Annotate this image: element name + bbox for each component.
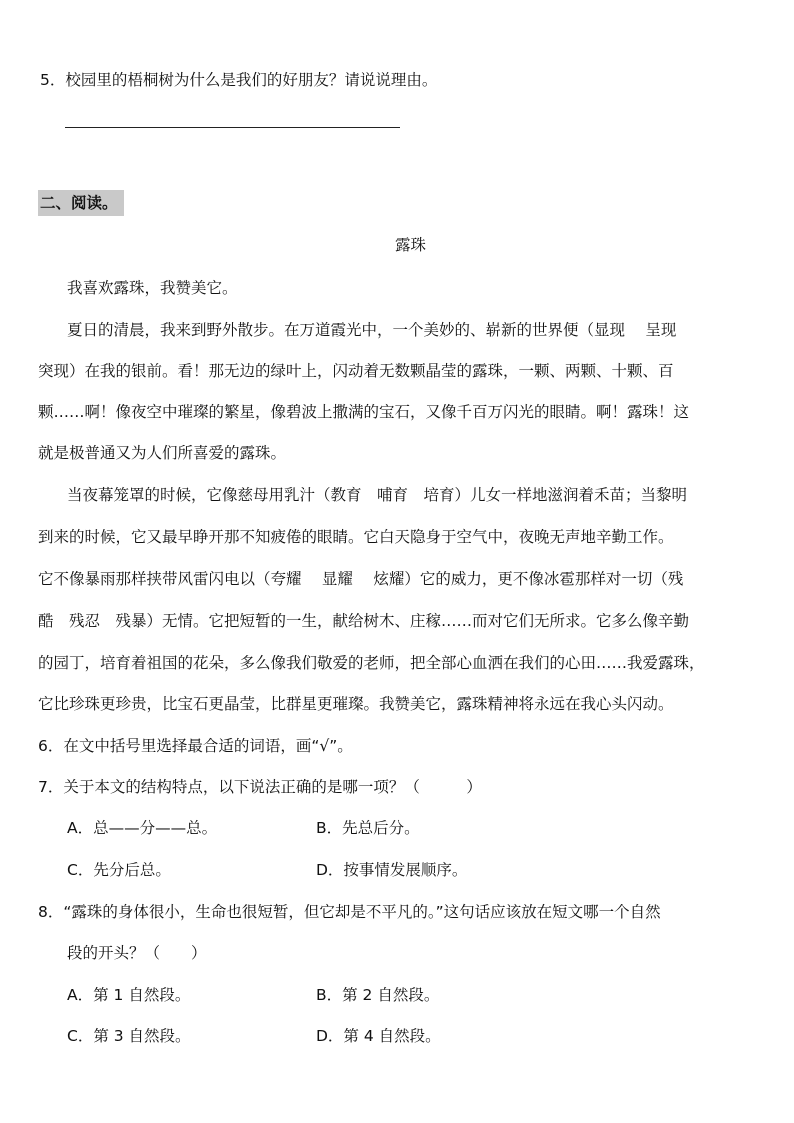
passage-title: 露珠 <box>395 236 427 254</box>
section-heading: 二、阅读。 <box>38 190 124 216</box>
question-7-option-a: A．总——分——总。 <box>67 819 218 837</box>
passage-line: 我喜欢露珠，我赞美它。 <box>67 279 238 297</box>
passage-line: 就是极普通又为人们所喜爱的露珠。 <box>38 444 287 462</box>
passage-line: 它比珍珠更珍贵，比宝石更晶莹，比群星更璀璨。我赞美它，露珠精神将永远在我心头闪动。 <box>38 695 674 713</box>
question-8-text-line-1: 8．“露珠的身体很小，生命也很短暂，但它却是不平凡的。”这句话应该放在短文哪一个自然 <box>38 903 661 921</box>
answer-line <box>65 127 400 128</box>
passage-line: 突现）在我的银前。看！那无边的绿叶上，闪动着无数颗晶莹的露珠，一颗、两颗、十颗、百 <box>38 362 674 380</box>
question-8-option-a: A．第 1 自然段。 <box>67 986 191 1004</box>
passage-line: 它不像暴雨那样挟带风雷闪电以（夸耀 显耀 炫耀）它的威力，更不像冰雹那样对一切（残 <box>38 570 684 588</box>
question-7-option-d: D．按事情发展顺序。 <box>316 861 468 879</box>
question-5-text: 5．校园里的梧桐树为什么是我们的好朋友？请说说理由。 <box>40 71 438 89</box>
passage-line: 颗……啊！像夜空中璀璨的繁星，像碧波上撒满的宝石，又像千百万闪光的眼睛。啊！露珠！这 <box>38 403 690 421</box>
question-8-text-line-2: 段的开头？（ ） <box>67 944 207 962</box>
question-7-text: 7．关于本文的结构特点，以下说法正确的是哪一项？（ ） <box>38 778 482 796</box>
passage-line: 夏日的清晨，我来到野外散步。在万道霞光中，一个美妙的、崭新的世界便（显现 呈现 <box>67 321 677 339</box>
question-7-option-c: C．先分后总。 <box>67 861 171 879</box>
question-7-option-b: B．先总后分。 <box>316 819 420 837</box>
passage-line: 酷 残忍 残暴）无情。它把短暂的一生，献给树木、庄稼……而对它们无所求。它多么像辛勤 <box>38 612 690 630</box>
passage-line: 到来的时候，它又最早睁开那不知疲倦的眼睛。它白天隐身于空气中，夜晚无声地辛勤工作。 <box>38 528 674 546</box>
passage-line: 当夜幕笼罩的时候，它像慈母用乳汁（教育 哺育 培育）儿女一样地滋润着禾苗；当黎明 <box>67 486 688 504</box>
passage-line: 的园丁，培育着祖国的花朵，多么像我们敬爱的老师，把全部心血洒在我们的心田……我爱露珠， <box>38 654 705 672</box>
question-8-option-b: B．第 2 自然段。 <box>316 986 440 1004</box>
question-6-text: 6．在文中括号里选择最合适的词语，画“√”。 <box>38 737 353 755</box>
question-8-option-d: D．第 4 自然段。 <box>316 1027 441 1045</box>
question-8-option-c: C．第 3 自然段。 <box>67 1027 191 1045</box>
